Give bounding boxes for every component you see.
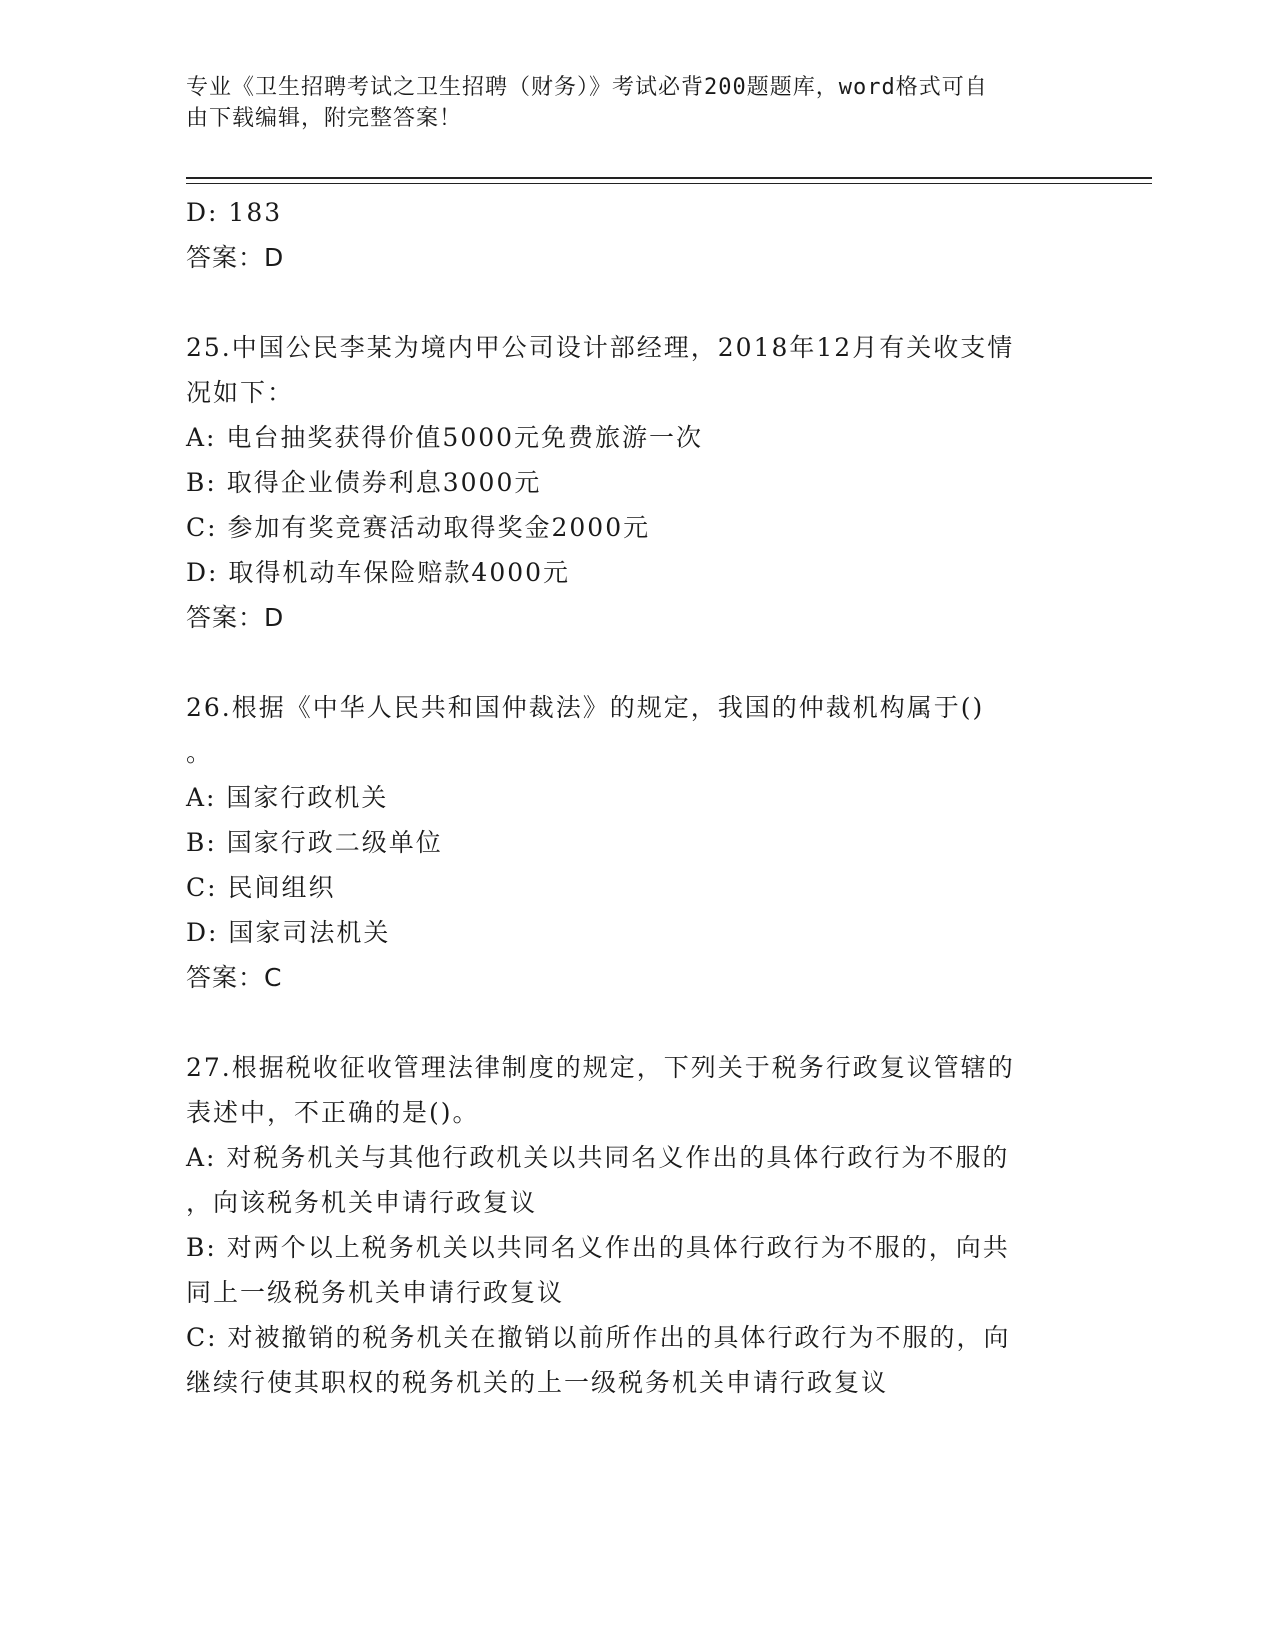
- header-rule-thin: [186, 183, 1152, 184]
- page-header: [186, 72, 1066, 134]
- q26-option-b: B: 国家行政二级单位: [186, 828, 443, 857]
- q27-option-a-line-2: ，向该税务机关申请行政复议: [186, 1188, 538, 1217]
- q27-stem-line-2: 表述中，不正确的是()。: [186, 1098, 480, 1127]
- question-27: [186, 1045, 1076, 1405]
- header-rule-thick: [186, 177, 1152, 179]
- q26-option-c: C: 民间组织: [186, 873, 336, 902]
- header-line-2: 由下载编辑，附完整答案！: [186, 106, 463, 131]
- q27-option-a-line-1: A: 对税务机关与其他行政机关以共同名义作出的具体行政行为不服的: [186, 1143, 1010, 1172]
- q26-stem-line-2: 。: [186, 738, 214, 767]
- q25-option-c: C: 参加有奖竞赛活动取得奖金2000元: [186, 513, 651, 542]
- header-line-1: 专业《卫生招聘考试之卫生招聘（财务）》考试必背200题题库，word格式可自: [186, 75, 988, 100]
- q25-stem-line-1: 25.中国公民李某为境内甲公司设计部经理，2018年12月有关收支情: [186, 333, 1015, 362]
- prev-answer: 答案：D: [186, 243, 285, 272]
- q26-stem-line-1: 26.根据《中华人民共和国仲裁法》的规定，我国的仲裁机构属于(): [186, 693, 985, 722]
- question-26: [186, 685, 1076, 1000]
- q26-option-a: A: 国家行政机关: [186, 783, 389, 812]
- q26-option-d: D: 国家司法机关: [186, 918, 391, 947]
- q27-option-b-line-1: B: 对两个以上税务机关以共同名义作出的具体行政行为不服的，向共: [186, 1233, 1010, 1262]
- q27-stem-line-1: 27.根据税收征收管理法律制度的规定，下列关于税务行政复议管辖的: [186, 1053, 1015, 1082]
- prev-option-d: D: 183: [186, 198, 283, 227]
- q25-stem-line-2: 况如下：: [186, 378, 295, 407]
- q27-option-b-line-2: 同上一级税务机关申请行政复议: [186, 1278, 565, 1307]
- q25-option-a: A: 电台抽奖获得价值5000元免费旅游一次: [186, 423, 704, 452]
- q27-option-c-line-2: 继续行使其职权的税务机关的上一级税务机关申请行政复议: [186, 1368, 889, 1397]
- question-25: [186, 325, 1076, 640]
- q25-option-b: B: 取得企业债券利息3000元: [186, 468, 542, 497]
- question-content: [186, 190, 1076, 1405]
- q27-option-c-line-1: C: 对被撤销的税务机关在撤销以前所作出的具体行政行为不服的，向: [186, 1323, 1011, 1352]
- q25-answer: 答案：D: [186, 603, 285, 632]
- q26-answer: 答案：C: [186, 963, 283, 992]
- q25-option-d: D: 取得机动车保险赔款4000元: [186, 558, 571, 587]
